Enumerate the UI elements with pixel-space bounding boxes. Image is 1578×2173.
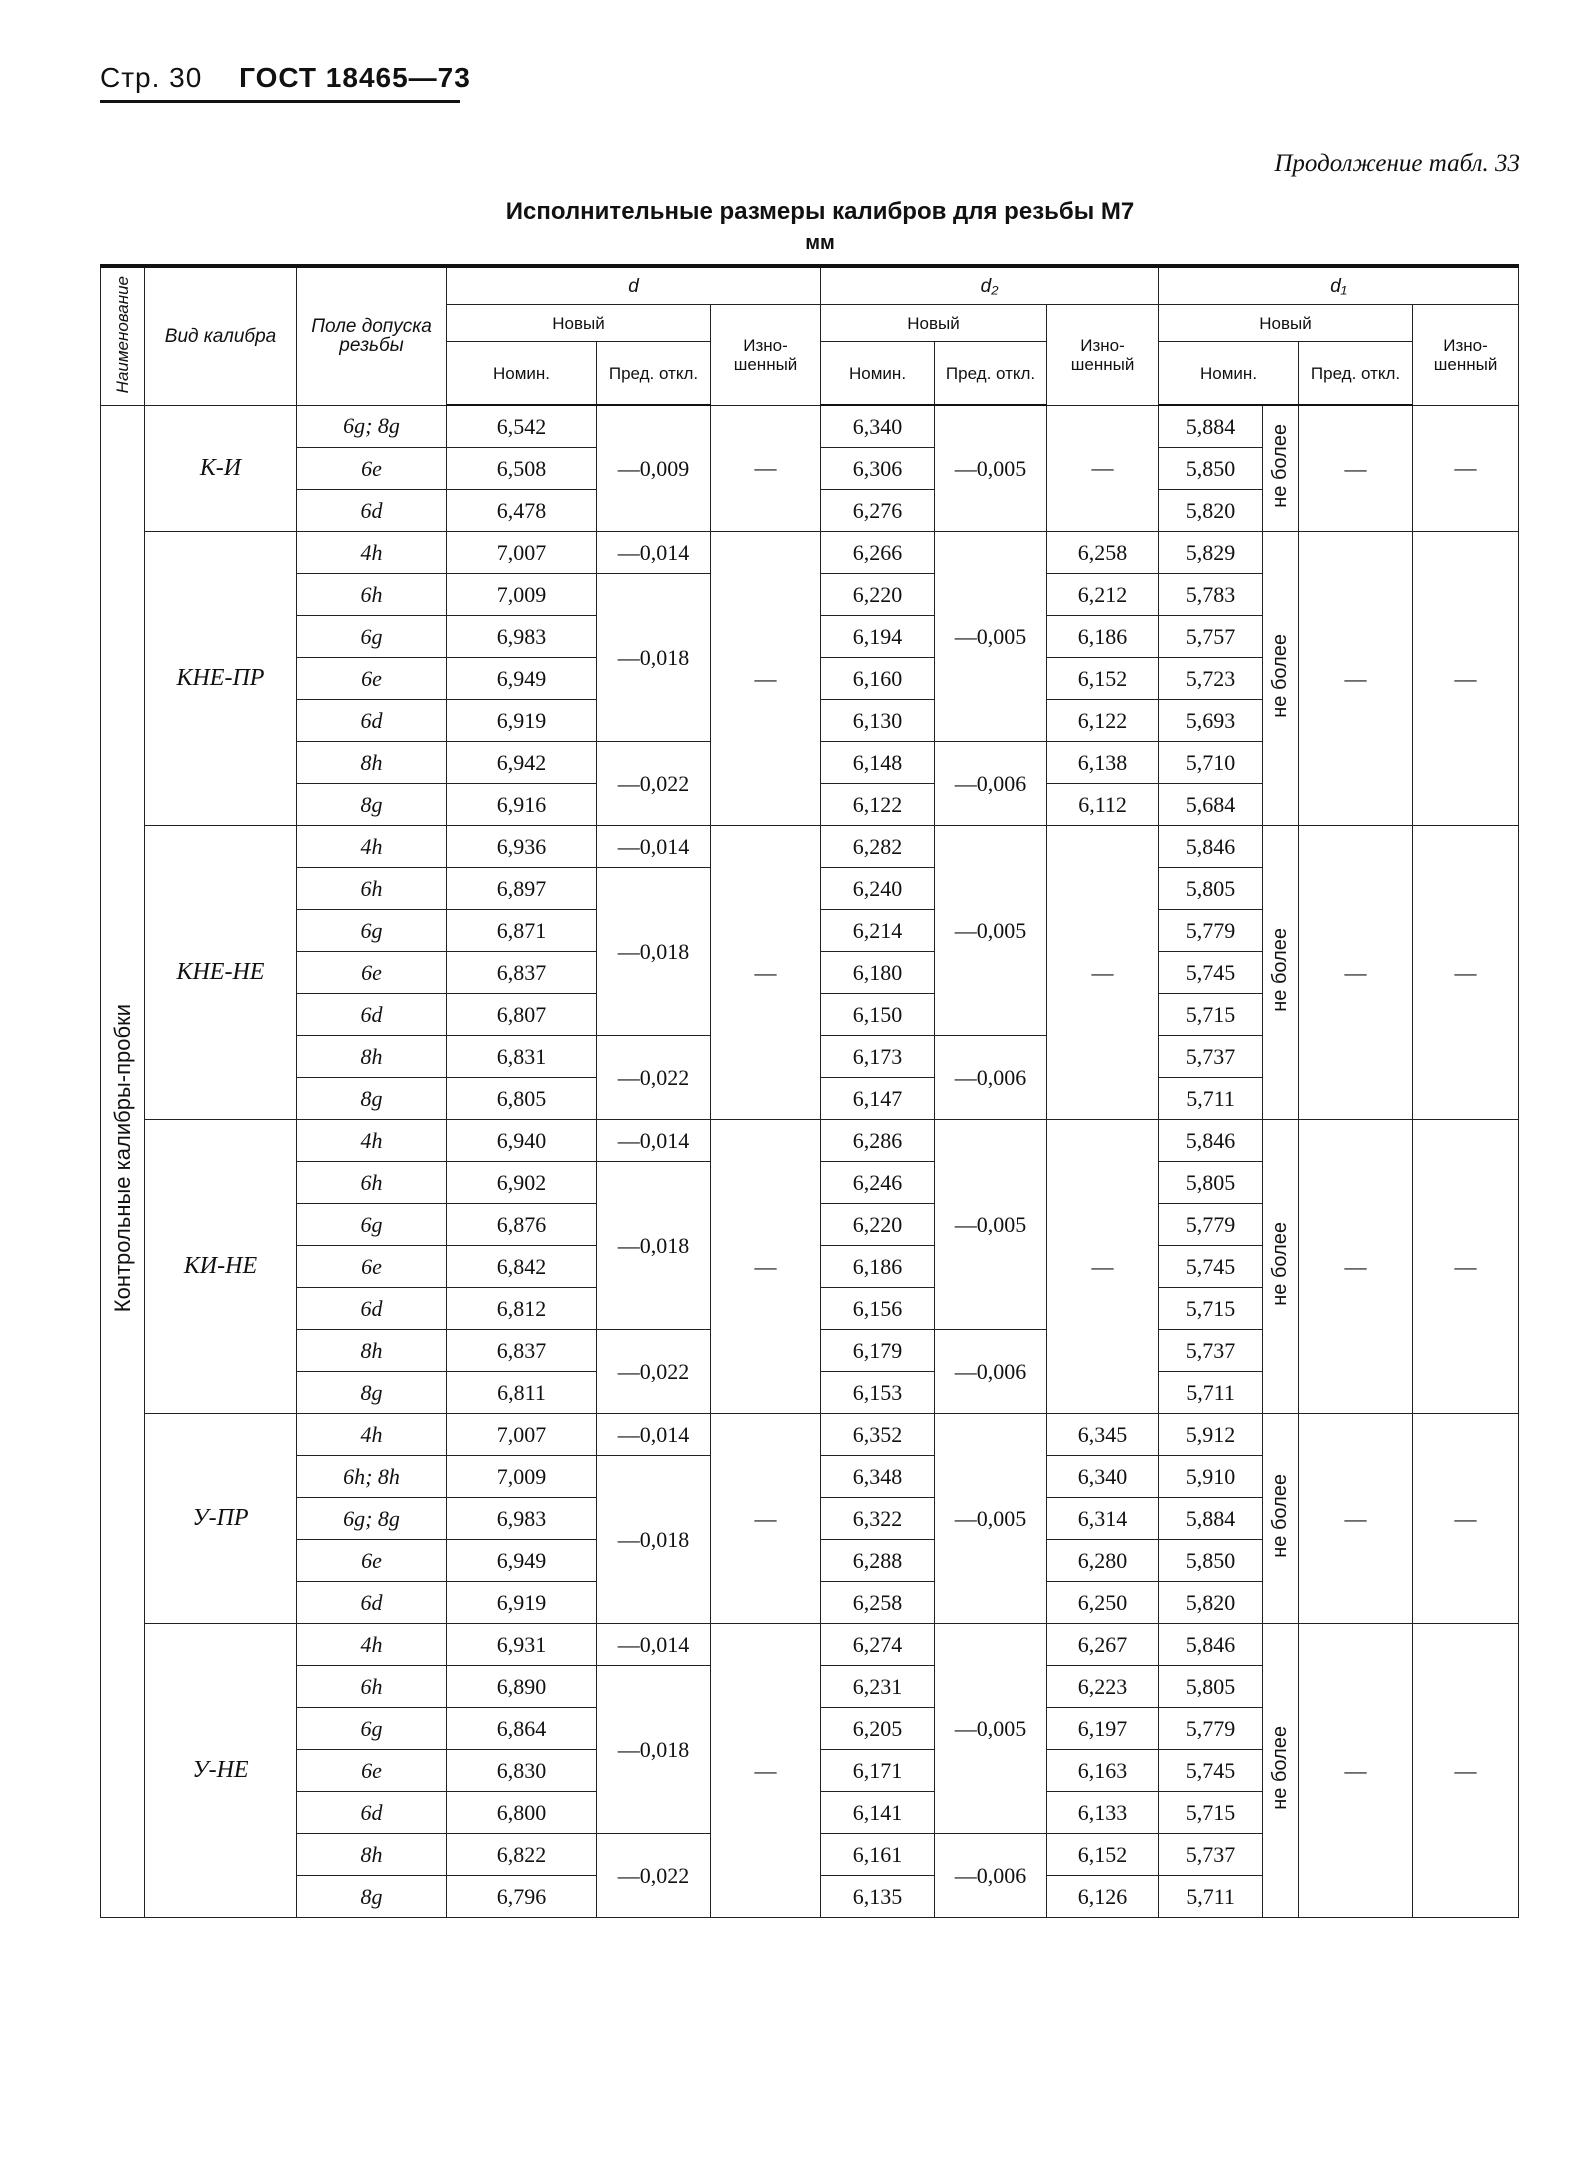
d2-worn-header: Изно-шенный — [1047, 305, 1159, 406]
d1-nominal: 5,684 — [1159, 784, 1263, 826]
tolerance-field: 8h — [297, 1036, 447, 1078]
d2-nominal: 6,141 — [821, 1792, 935, 1834]
d-nominal: 6,542 — [447, 405, 597, 448]
d1-worn-header: Изно-шенный — [1413, 305, 1519, 406]
d-nominal: 6,842 — [447, 1246, 597, 1288]
page-number: Стр. 30 — [100, 62, 203, 93]
tolerance-field: 6d — [297, 490, 447, 532]
d1-nominal: 5,820 — [1159, 1582, 1263, 1624]
d1-worn: — — [1413, 1414, 1519, 1624]
d-worn: — — [711, 405, 821, 532]
d2-nominal: 6,180 — [821, 952, 935, 994]
d1-nominal: 5,779 — [1159, 1204, 1263, 1246]
tolerance-field: 6g — [297, 616, 447, 658]
tolerance-field: 6d — [297, 994, 447, 1036]
d1-nominal-header: Номин. — [1159, 342, 1299, 406]
d-nominal: 6,897 — [447, 868, 597, 910]
d-nominal: 6,936 — [447, 826, 597, 868]
d2-nominal: 6,150 — [821, 994, 935, 1036]
tolerance-field: 6g — [297, 910, 447, 952]
tolerance-field: 6e — [297, 658, 447, 700]
d2-deviation: —0,005 — [935, 532, 1047, 742]
table-row — [101, 826, 1519, 868]
d2-worn: 6,152 — [1047, 1834, 1159, 1876]
d1-nominal: 5,805 — [1159, 1162, 1263, 1204]
standard-number: ГОСТ 18465—73 — [239, 62, 471, 93]
tolerance-field: 4h — [297, 826, 447, 868]
d2-nominal: 6,173 — [821, 1036, 935, 1078]
d1-deviation: — — [1299, 532, 1413, 826]
d2-deviation: —0,006 — [935, 1834, 1047, 1918]
d1-nominal: 5,820 — [1159, 490, 1263, 532]
d-nominal: 6,983 — [447, 1498, 597, 1540]
d-nominal: 6,942 — [447, 742, 597, 784]
tolerance-field: 6d — [297, 1288, 447, 1330]
d-nominal: 7,007 — [447, 532, 597, 574]
d-deviation: —0,014 — [597, 1414, 711, 1456]
d2-nominal: 6,286 — [821, 1120, 935, 1162]
tolerance-field: 6e — [297, 448, 447, 490]
d2-worn: 6,223 — [1047, 1666, 1159, 1708]
d-worn-header: Изно-шенный — [711, 305, 821, 406]
d2-worn: — — [1047, 405, 1159, 532]
table-row — [101, 1120, 1519, 1162]
d1-deviation: — — [1299, 826, 1413, 1120]
col-gauge-type-header: Вид калибра — [145, 266, 297, 405]
tolerance-field: 8g — [297, 784, 447, 826]
d1-nominal: 5,846 — [1159, 1120, 1263, 1162]
d-deviation: —0,018 — [597, 1666, 711, 1834]
d-deviation: —0,022 — [597, 1036, 711, 1120]
d-worn: — — [711, 532, 821, 826]
d1-new-header: Новый — [1159, 305, 1413, 342]
d-deviation: —0,018 — [597, 1456, 711, 1624]
d2-nominal: 6,160 — [821, 658, 935, 700]
d2-nominal: 6,306 — [821, 448, 935, 490]
d2-nominal: 6,130 — [821, 700, 935, 742]
gauge-type: У-НЕ — [145, 1624, 297, 1918]
d1-nominal: 5,912 — [1159, 1414, 1263, 1456]
d-deviation: —0,014 — [597, 1624, 711, 1666]
d-nominal: 6,805 — [447, 1078, 597, 1120]
d-nominal: 7,009 — [447, 1456, 597, 1498]
d-nominal: 7,009 — [447, 574, 597, 616]
table-continuation-note: Продолжение табл. 33 — [1274, 150, 1520, 177]
d1-nominal: 5,737 — [1159, 1330, 1263, 1372]
d2-nominal: 6,258 — [821, 1582, 935, 1624]
d-deviation: —0,022 — [597, 1834, 711, 1918]
d1-nominal: 5,737 — [1159, 1834, 1263, 1876]
d-nominal: 6,940 — [447, 1120, 597, 1162]
d2-nominal: 6,161 — [821, 1834, 935, 1876]
d2-nominal: 6,135 — [821, 1876, 935, 1918]
d1-nominal: 5,723 — [1159, 658, 1263, 700]
d2-nominal: 6,153 — [821, 1372, 935, 1414]
d-nominal: 6,478 — [447, 490, 597, 532]
d-nominal: 6,983 — [447, 616, 597, 658]
d-nominal: 6,831 — [447, 1036, 597, 1078]
d-nominal: 6,796 — [447, 1876, 597, 1918]
d2-nominal: 6,156 — [821, 1288, 935, 1330]
d2-nominal: 6,274 — [821, 1624, 935, 1666]
d1-nominal: 5,884 — [1159, 405, 1263, 448]
d-deviation: —0,018 — [597, 868, 711, 1036]
col-tolerance-header: Поле допуска резьбы — [297, 266, 447, 405]
tolerance-field: 4h — [297, 1120, 447, 1162]
d-nominal: 6,931 — [447, 1624, 597, 1666]
d2-worn: 6,133 — [1047, 1792, 1159, 1834]
d-deviation-header: Пред. откл. — [597, 342, 711, 406]
d2-nominal: 6,194 — [821, 616, 935, 658]
table-title: Исполнительные размеры калибров для резьбы М7 — [505, 198, 1135, 225]
d2-nominal: 6,186 — [821, 1246, 935, 1288]
d-deviation: —0,014 — [597, 532, 711, 574]
d1-nominal: 5,805 — [1159, 868, 1263, 910]
d1-nominal: 5,745 — [1159, 1750, 1263, 1792]
d-worn: — — [711, 1624, 821, 1918]
tolerance-field: 6h — [297, 1666, 447, 1708]
table-row — [101, 1624, 1519, 1666]
d1-worn: — — [1413, 532, 1519, 826]
tolerance-field: 4h — [297, 1414, 447, 1456]
d2-worn: 6,280 — [1047, 1540, 1159, 1582]
group-label: Контрольные калибры-пробки — [101, 405, 145, 1918]
d2-worn: 6,126 — [1047, 1876, 1159, 1918]
gauge-dimensions-table — [100, 264, 1519, 1918]
not-more-label: не более — [1263, 532, 1299, 826]
tolerance-field: 6h — [297, 1162, 447, 1204]
d1-worn: — — [1413, 405, 1519, 532]
d1-nominal: 5,783 — [1159, 574, 1263, 616]
d1-nominal: 5,805 — [1159, 1666, 1263, 1708]
d-nominal: 6,837 — [447, 1330, 597, 1372]
d-nominal: 6,949 — [447, 1540, 597, 1582]
d2-deviation: —0,006 — [935, 1036, 1047, 1120]
d-deviation: —0,014 — [597, 826, 711, 868]
d2-nominal: 6,148 — [821, 742, 935, 784]
tolerance-field: 6e — [297, 952, 447, 994]
d1-nominal: 5,693 — [1159, 700, 1263, 742]
d-deviation: —0,022 — [597, 1330, 711, 1414]
d1-deviation-header: Пред. откл. — [1299, 342, 1413, 406]
d2-nominal: 6,205 — [821, 1708, 935, 1750]
d-nominal: 6,916 — [447, 784, 597, 826]
d2-nominal: 6,282 — [821, 826, 935, 868]
d1-deviation: — — [1299, 1414, 1413, 1624]
d2-nominal: 6,171 — [821, 1750, 935, 1792]
tolerance-field: 6g; 8g — [297, 405, 447, 448]
d-nominal: 6,949 — [447, 658, 597, 700]
tolerance-field: 6d — [297, 700, 447, 742]
d1-nominal: 5,884 — [1159, 1498, 1263, 1540]
d2-worn: 6,163 — [1047, 1750, 1159, 1792]
d1-nominal: 5,757 — [1159, 616, 1263, 658]
gauge-type: КНЕ-НЕ — [145, 826, 297, 1120]
d-nominal: 6,800 — [447, 1792, 597, 1834]
d1-nominal: 5,715 — [1159, 994, 1263, 1036]
tolerance-field: 4h — [297, 532, 447, 574]
d2-nominal: 6,240 — [821, 868, 935, 910]
d1-nominal: 5,850 — [1159, 1540, 1263, 1582]
d1-nominal: 5,846 — [1159, 1624, 1263, 1666]
d-deviation: —0,014 — [597, 1120, 711, 1162]
d-nominal: 6,890 — [447, 1666, 597, 1708]
d-nominal: 6,902 — [447, 1162, 597, 1204]
d2-nominal: 6,276 — [821, 490, 935, 532]
d1-nominal: 5,711 — [1159, 1078, 1263, 1120]
d2-deviation: —0,006 — [935, 742, 1047, 826]
tolerance-field: 6d — [297, 1582, 447, 1624]
d2-worn: 6,345 — [1047, 1414, 1159, 1456]
col-name-header: Наименование — [101, 266, 145, 405]
gauge-type: У-ПР — [145, 1414, 297, 1624]
d2-deviation: —0,005 — [935, 826, 1047, 1036]
gauge-type: К-И — [145, 405, 297, 532]
d-deviation: —0,018 — [597, 574, 711, 742]
d1-nominal: 5,711 — [1159, 1876, 1263, 1918]
table-body — [101, 405, 1519, 1918]
d-nominal: 6,864 — [447, 1708, 597, 1750]
d1-worn: — — [1413, 1624, 1519, 1918]
d2-worn: — — [1047, 1120, 1159, 1414]
d2-worn: 6,340 — [1047, 1456, 1159, 1498]
tolerance-field: 8h — [297, 1834, 447, 1876]
tolerance-field: 6g; 8g — [297, 1498, 447, 1540]
d2-worn: 6,197 — [1047, 1708, 1159, 1750]
tolerance-field: 6g — [297, 1204, 447, 1246]
not-more-label: не более — [1263, 1414, 1299, 1624]
d2-nominal: 6,340 — [821, 405, 935, 448]
d2-deviation: —0,005 — [935, 1414, 1047, 1624]
d2-new-header: Новый — [821, 305, 1047, 342]
d-nominal: 6,811 — [447, 1372, 597, 1414]
d2-nominal: 6,220 — [821, 574, 935, 616]
d1-nominal: 5,745 — [1159, 1246, 1263, 1288]
tolerance-field: 6h — [297, 868, 447, 910]
d-nominal: 6,807 — [447, 994, 597, 1036]
d1-worn: — — [1413, 826, 1519, 1120]
col-d2-header: d₂ — [821, 266, 1159, 305]
d-deviation: —0,018 — [597, 1162, 711, 1330]
not-more-label: не более — [1263, 1624, 1299, 1918]
d2-nominal: 6,220 — [821, 1204, 935, 1246]
d1-nominal: 5,829 — [1159, 532, 1263, 574]
d2-nominal-header: Номин. — [821, 342, 935, 406]
d1-deviation: — — [1299, 1120, 1413, 1414]
d1-nominal: 5,910 — [1159, 1456, 1263, 1498]
not-more-label: не более — [1263, 826, 1299, 1120]
gauge-type: КНЕ-ПР — [145, 532, 297, 826]
page-header — [100, 62, 471, 103]
d-deviation: —0,022 — [597, 742, 711, 826]
d-new-header: Новый — [447, 305, 711, 342]
table-row — [101, 405, 1519, 448]
d2-nominal: 6,352 — [821, 1414, 935, 1456]
d2-nominal: 6,246 — [821, 1162, 935, 1204]
not-more-label: не более — [1263, 405, 1299, 532]
tolerance-field: 4h — [297, 1624, 447, 1666]
d2-worn: 6,250 — [1047, 1582, 1159, 1624]
d2-deviation-header: Пред. откл. — [935, 342, 1047, 406]
d1-nominal: 5,715 — [1159, 1792, 1263, 1834]
d-nominal: 6,919 — [447, 700, 597, 742]
d-nominal: 6,919 — [447, 1582, 597, 1624]
d1-nominal: 5,850 — [1159, 448, 1263, 490]
d-worn: — — [711, 826, 821, 1120]
d1-nominal: 5,779 — [1159, 910, 1263, 952]
tolerance-field: 8h — [297, 742, 447, 784]
d1-deviation: — — [1299, 1624, 1413, 1918]
d2-nominal: 6,266 — [821, 532, 935, 574]
tolerance-field: 8g — [297, 1372, 447, 1414]
d2-nominal: 6,147 — [821, 1078, 935, 1120]
d2-nominal: 6,231 — [821, 1666, 935, 1708]
col-d-header: d — [447, 266, 821, 305]
d-worn: — — [711, 1414, 821, 1624]
d2-worn: 6,258 — [1047, 532, 1159, 574]
d1-worn: — — [1413, 1120, 1519, 1414]
table-row — [101, 532, 1519, 574]
tolerance-field: 6h; 8h — [297, 1456, 447, 1498]
d2-deviation: —0,005 — [935, 1120, 1047, 1330]
d2-nominal: 6,288 — [821, 1540, 935, 1582]
d2-nominal: 6,214 — [821, 910, 935, 952]
d1-nominal: 5,779 — [1159, 1708, 1263, 1750]
d-nominal: 6,871 — [447, 910, 597, 952]
d2-nominal: 6,179 — [821, 1330, 935, 1372]
d1-nominal: 5,846 — [1159, 826, 1263, 868]
tolerance-field: 6h — [297, 574, 447, 616]
d2-nominal: 6,322 — [821, 1498, 935, 1540]
d1-nominal: 5,745 — [1159, 952, 1263, 994]
d2-worn: 6,186 — [1047, 616, 1159, 658]
tolerance-field: 6e — [297, 1246, 447, 1288]
col-d1-header: d₁ — [1159, 266, 1519, 305]
d2-worn: 6,112 — [1047, 784, 1159, 826]
d2-worn: 6,122 — [1047, 700, 1159, 742]
d-nominal: 6,876 — [447, 1204, 597, 1246]
tolerance-field: 8h — [297, 1330, 447, 1372]
tolerance-field: 6g — [297, 1708, 447, 1750]
d2-worn: 6,138 — [1047, 742, 1159, 784]
d2-worn: 6,314 — [1047, 1498, 1159, 1540]
tolerance-field: 8g — [297, 1078, 447, 1120]
tolerance-field: 6e — [297, 1750, 447, 1792]
tolerance-field: 8g — [297, 1876, 447, 1918]
d1-nominal: 5,737 — [1159, 1036, 1263, 1078]
table-row — [101, 1414, 1519, 1456]
d-nominal: 6,812 — [447, 1288, 597, 1330]
gauge-type: КИ-НЕ — [145, 1120, 297, 1414]
d-nominal: 6,508 — [447, 448, 597, 490]
d2-deviation: —0,005 — [935, 1624, 1047, 1834]
d2-worn: 6,267 — [1047, 1624, 1159, 1666]
d2-worn: 6,212 — [1047, 574, 1159, 616]
d2-worn: — — [1047, 826, 1159, 1120]
d2-nominal: 6,348 — [821, 1456, 935, 1498]
d2-worn: 6,152 — [1047, 658, 1159, 700]
d1-deviation: — — [1299, 405, 1413, 532]
d1-nominal: 5,715 — [1159, 1288, 1263, 1330]
d-nominal: 7,007 — [447, 1414, 597, 1456]
table-unit: мм — [805, 232, 835, 254]
not-more-label: не более — [1263, 1120, 1299, 1414]
d-nominal: 6,837 — [447, 952, 597, 994]
tolerance-field: 6e — [297, 1540, 447, 1582]
d2-deviation: —0,005 — [935, 405, 1047, 532]
tolerance-field: 6d — [297, 1792, 447, 1834]
d2-deviation: —0,006 — [935, 1330, 1047, 1414]
d1-nominal: 5,711 — [1159, 1372, 1263, 1414]
d-nominal: 6,822 — [447, 1834, 597, 1876]
d-worn: — — [711, 1120, 821, 1414]
d1-nominal: 5,710 — [1159, 742, 1263, 784]
d-nominal: 6,830 — [447, 1750, 597, 1792]
d2-nominal: 6,122 — [821, 784, 935, 826]
d-deviation: —0,009 — [597, 405, 711, 532]
d-nominal-header: Номин. — [447, 342, 597, 406]
